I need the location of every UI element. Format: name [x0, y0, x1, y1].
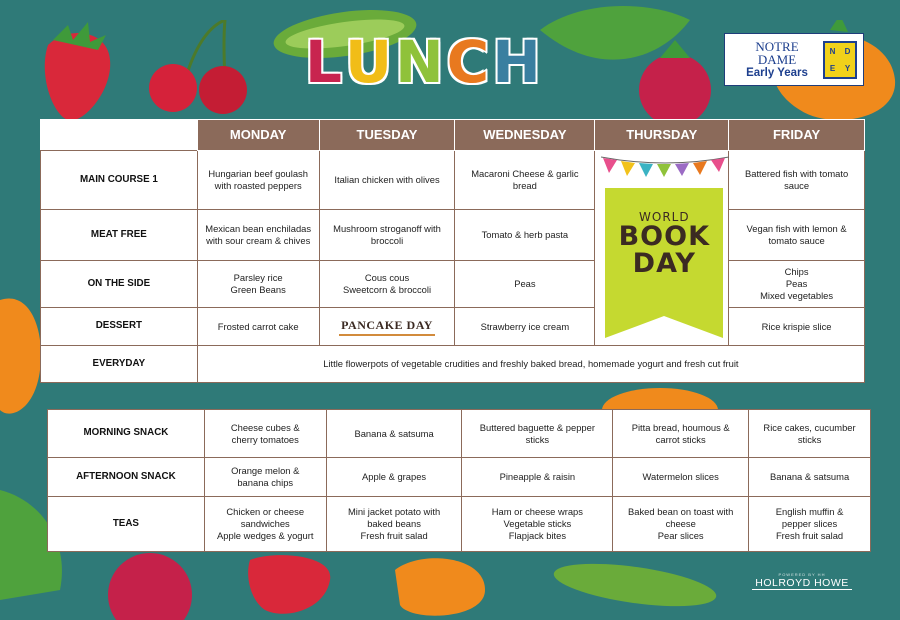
menu-line: Watermelon slices	[642, 471, 719, 483]
title-letter: C	[446, 28, 491, 96]
menu-cell: Italian chicken with olives	[319, 151, 455, 210]
day-header-tuesday: TUESDAY	[319, 120, 455, 151]
menu-line: Banana & satsuma	[354, 427, 434, 439]
table-row	[41, 261, 865, 308]
row-label: ON THE SIDE	[41, 261, 198, 308]
title-letter: N	[395, 28, 445, 96]
cherries-illustration	[145, 20, 255, 120]
menu-cell	[462, 497, 613, 552]
menu-cell	[204, 497, 326, 552]
caterer-brand: HOLROYD HOWE	[752, 577, 852, 590]
header-corner	[41, 120, 198, 151]
menu-line: carrot sticks	[655, 433, 706, 445]
menu-cell	[319, 308, 455, 346]
menu-cell	[319, 261, 455, 308]
menu-cell	[613, 458, 749, 497]
menu-line: Vegetable sticks	[503, 518, 572, 530]
menu-line: Mixed vegetables	[760, 289, 834, 301]
menu-cell	[749, 410, 871, 458]
table-row	[48, 458, 871, 497]
title-letter: L	[305, 28, 343, 96]
menu-cell	[326, 410, 462, 458]
menu-cell	[749, 497, 871, 552]
title-letter: H	[492, 28, 542, 96]
radish-illustration	[630, 40, 720, 130]
strawberry-illustration-bottom	[245, 550, 335, 620]
logo-line-3: Early Years	[746, 67, 808, 80]
pepper-illustration-bottom	[390, 550, 490, 620]
menu-line: Flapjack bites	[508, 529, 567, 541]
menu-cell: Mexican bean enchiladas with sour cream & chives	[197, 210, 319, 261]
day-header-thursday: THURSDAY	[595, 120, 729, 151]
menu-line: Fresh fruit salad	[360, 529, 428, 541]
menu-cell: Hungarian beef goulash with roasted peppers	[197, 151, 319, 210]
strawberry-illustration	[38, 20, 118, 130]
menu-cell	[326, 497, 462, 552]
logo-badge-letter: Y	[844, 63, 851, 73]
menu-line: Peas	[785, 278, 808, 290]
menu-cell: Rice krispie slice	[729, 308, 865, 346]
snack-menu-table	[47, 409, 871, 552]
menu-line: Rice cakes, cucumber	[763, 421, 856, 433]
caterer-logo	[752, 572, 852, 590]
menu-cell: Strawberry ice cream	[455, 308, 595, 346]
day-header-wednesday: WEDNESDAY	[455, 120, 595, 151]
menu-cell: Macaroni Cheese & garlic bread	[455, 151, 595, 210]
menu-cell: Vegan fish with lemon & tomato sauce	[729, 210, 865, 261]
menu-line: pepper slices	[781, 518, 838, 530]
menu-line: Chicken or cheese	[226, 506, 305, 518]
menu-line: sticks	[525, 433, 550, 445]
menu-line: Ham or cheese wraps	[491, 506, 583, 518]
table-row	[48, 410, 871, 458]
menu-cell	[749, 458, 871, 497]
menu-cell	[326, 458, 462, 497]
menu-line: Mini jacket potato with	[347, 506, 441, 518]
world-book-day-cell	[595, 151, 729, 346]
pepper-illustration-left	[0, 290, 45, 420]
menu-cell	[613, 497, 749, 552]
lunch-menu-table	[40, 119, 865, 383]
radish-illustration-bottom	[100, 545, 200, 620]
menu-line: cherry tomatoes	[231, 433, 299, 445]
menu-cell	[462, 410, 613, 458]
book-day-line-3: DAY	[632, 248, 696, 279]
menu-line: Green Beans	[230, 284, 286, 295]
row-label: DESSERT	[41, 308, 198, 346]
menu-line: Banana & satsuma	[769, 471, 850, 483]
menu-line: Buttered baguette & pepper	[479, 421, 595, 433]
table-row	[41, 151, 865, 210]
menu-line: sticks	[797, 433, 822, 445]
page-title	[305, 28, 542, 96]
table-row	[48, 497, 871, 552]
book-day-line-1: WORLD	[639, 210, 690, 224]
logo-line-2: DAME	[757, 52, 797, 68]
menu-line: Baked bean on toast with	[628, 506, 734, 518]
day-header-row	[41, 120, 865, 151]
title-letter: U	[344, 28, 394, 96]
menu-line: Pear slices	[657, 529, 704, 541]
book-day-title	[605, 211, 723, 277]
menu-cell	[462, 458, 613, 497]
menu-cell: Tomato & herb pasta	[455, 210, 595, 261]
row-label: TEAS	[48, 497, 205, 552]
cucumber-illustration-bottom	[550, 560, 720, 610]
table-row	[41, 210, 865, 261]
menu-cell: Frosted carrot cake	[197, 308, 319, 346]
row-label: MAIN COURSE 1	[41, 151, 198, 210]
menu-line: Sweetcorn & broccoli	[342, 284, 432, 295]
everyday-cell: Little flowerpots of vegetable crudities and freshly baked bread, homemade yogurt and fresh cut fruit	[197, 346, 864, 383]
menu-line: English muffin &	[775, 506, 844, 518]
table-row	[41, 346, 865, 383]
logo-badge-letter: N	[829, 46, 836, 56]
logo-line-1: NOTRE	[755, 38, 799, 54]
menu-line: Cheese cubes &	[230, 421, 300, 433]
row-label: EVERYDAY	[41, 346, 198, 383]
menu-line: Orange melon &	[231, 465, 300, 477]
logo-badge-letter: D	[844, 46, 851, 56]
school-logo	[724, 33, 864, 86]
menu-cell	[197, 261, 319, 308]
menu-line: banana chips	[237, 477, 294, 488]
logo-badge	[823, 41, 857, 79]
menu-line: Apple wedges & yogurt	[217, 529, 314, 541]
menu-line: baked beans	[367, 518, 421, 530]
row-label: MEAT FREE	[41, 210, 198, 261]
day-header-friday: FRIDAY	[729, 120, 865, 151]
menu-cell: Battered fish with tomato sauce	[729, 151, 865, 210]
row-label: MORNING SNACK	[48, 410, 205, 458]
row-label: AFTERNOON SNACK	[48, 458, 205, 497]
menu-line: Pitta bread, houmous &	[631, 421, 730, 433]
menu-cell: Peas	[455, 261, 595, 308]
book-day-line-2: BOOK	[618, 221, 711, 252]
bunting-icon	[601, 155, 729, 179]
table-row	[41, 308, 865, 346]
menu-line: cheese	[665, 518, 696, 530]
menu-line: Apple & grapes	[362, 471, 427, 483]
day-header-monday: MONDAY	[197, 120, 319, 151]
menu-cell	[613, 410, 749, 458]
logo-badge-letter: E	[829, 63, 836, 73]
menu-line: sandwiches	[240, 518, 290, 530]
menu-cell	[204, 458, 326, 497]
menu-cell	[204, 410, 326, 458]
menu-line: Cous cous	[364, 272, 410, 284]
pancake-day-badge: PANCAKE DAY	[339, 318, 435, 336]
menu-cell	[729, 261, 865, 308]
menu-cell: Mushroom stroganoff with broccoli	[319, 210, 455, 261]
caterer-tagline: POWERED BY HH	[778, 572, 826, 577]
menu-line: Fresh fruit salad	[775, 529, 844, 541]
menu-line: Pineapple & raisin	[499, 471, 576, 483]
menu-line: Parsley rice	[233, 272, 283, 284]
menu-line: Chips	[784, 266, 809, 278]
